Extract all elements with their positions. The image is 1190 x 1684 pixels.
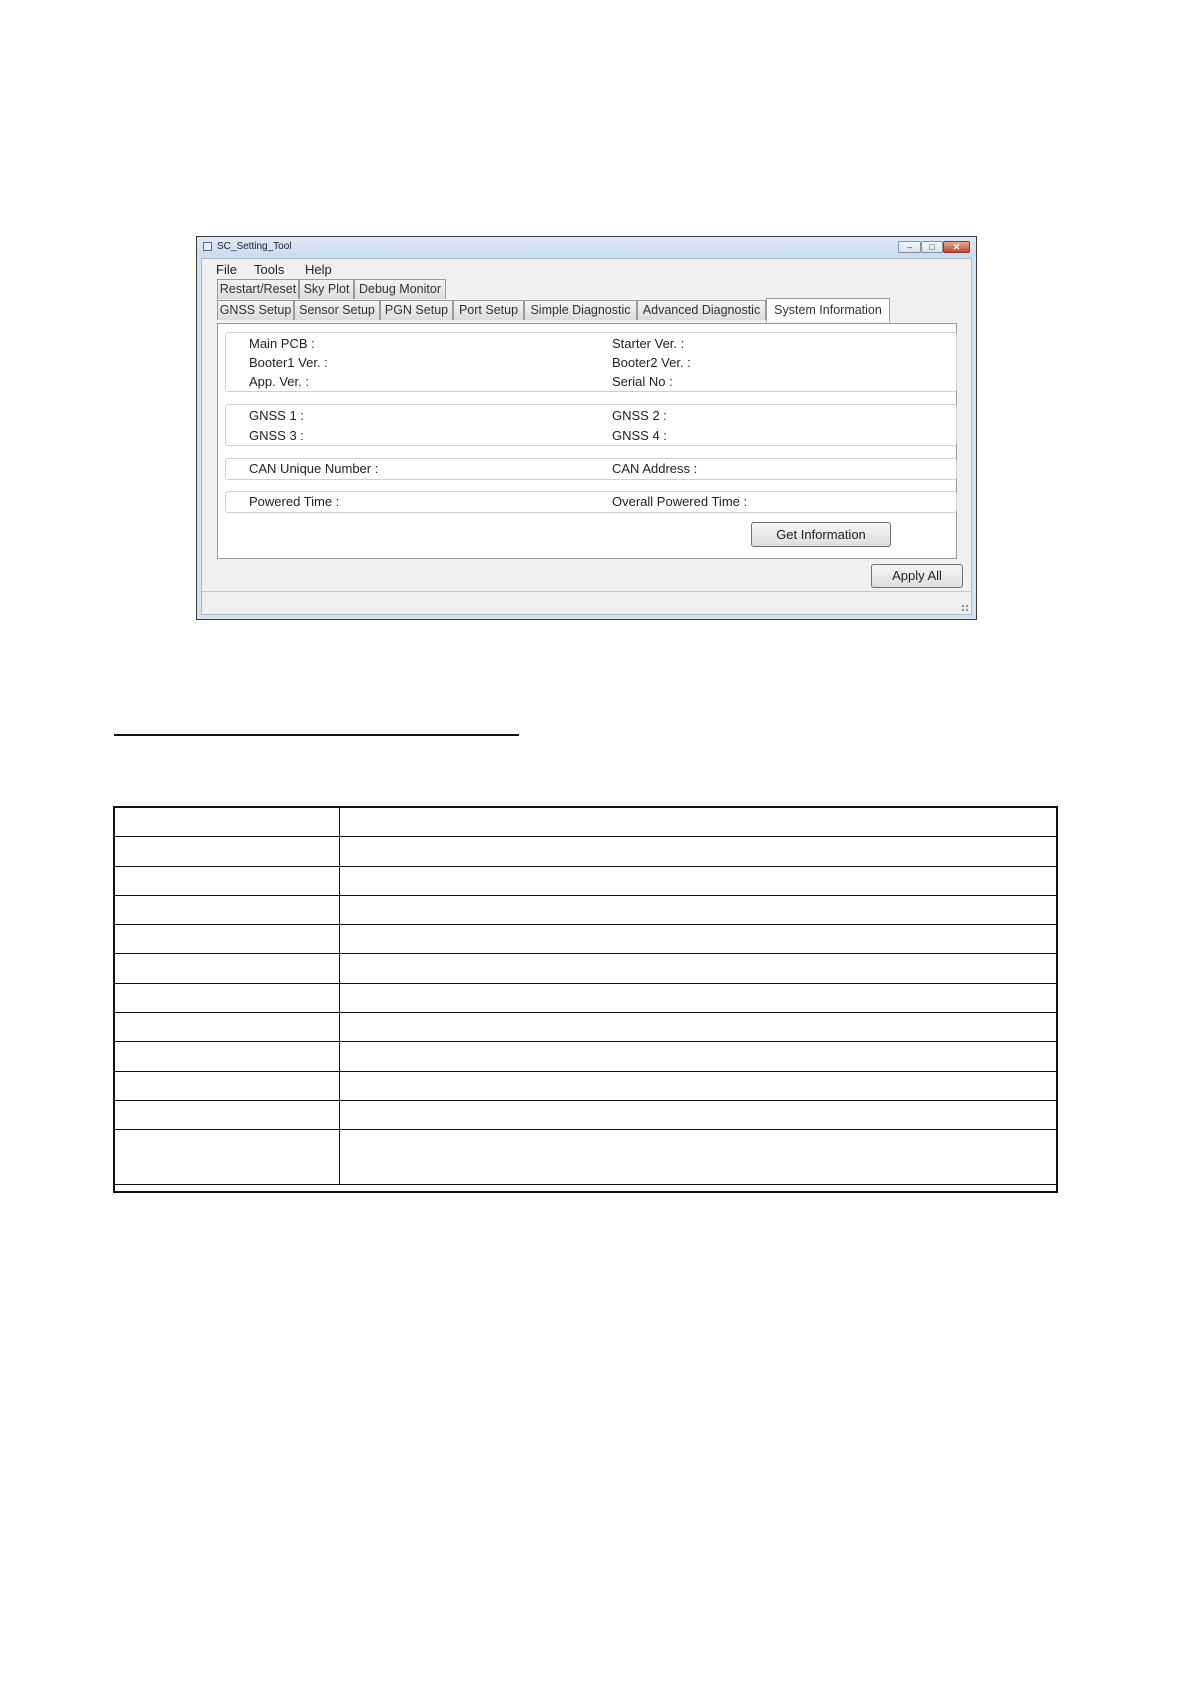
gnss2-label: GNSS 2 : — [612, 408, 667, 423]
app-ver-label: App. Ver. : — [249, 374, 309, 389]
overall-powered-time-label: Overall Powered Time : — [612, 494, 748, 509]
starter-ver-label: Starter Ver. : — [612, 336, 685, 351]
menu-tools[interactable]: Tools — [254, 262, 285, 277]
powered-time-label: Powered Time : — [249, 494, 340, 509]
serial-no-label: Serial No : — [612, 374, 673, 389]
table-cell-value — [340, 925, 1057, 954]
table-row — [115, 895, 1057, 924]
menu-help[interactable]: Help — [305, 262, 332, 277]
close-button[interactable]: ✕ — [943, 241, 970, 253]
title-bar[interactable] — [197, 237, 976, 257]
table-cell-label — [115, 1100, 340, 1129]
table-row — [115, 1071, 1057, 1100]
tab-pgn-setup[interactable]: PGN Setup — [380, 300, 453, 320]
specification-table — [114, 807, 1057, 1185]
gnss4-label: GNSS 4 : — [612, 428, 667, 443]
table-row — [115, 866, 1057, 895]
table-cell-value — [340, 837, 1057, 866]
tab-gnss-setup[interactable]: GNSS Setup — [217, 300, 294, 320]
table-row — [115, 1013, 1057, 1042]
powered-time-group — [225, 491, 957, 513]
table-cell-value — [340, 808, 1057, 837]
app-icon — [203, 242, 212, 251]
table-cell-label — [115, 1130, 340, 1185]
table-cell-label — [115, 895, 340, 924]
table-cell-value — [340, 1100, 1057, 1129]
table-row — [115, 808, 1057, 837]
tab-simple-diagnostic[interactable]: Simple Diagnostic — [524, 300, 637, 320]
table-cell-value — [340, 895, 1057, 924]
table-row — [115, 1100, 1057, 1129]
tab-debug-monitor[interactable]: Debug Monitor — [354, 279, 446, 299]
booter1-ver-label: Booter1 Ver. : — [249, 355, 328, 370]
client-area — [201, 258, 972, 615]
menu-file[interactable]: File — [216, 262, 237, 277]
table-cell-label — [115, 983, 340, 1012]
table-cell-value — [340, 866, 1057, 895]
get-information-button[interactable]: Get Information — [751, 522, 891, 547]
tab-sky-plot[interactable]: Sky Plot — [299, 279, 354, 299]
menu-bar — [202, 259, 971, 279]
table-cell-value — [340, 954, 1057, 983]
booter2-ver-label: Booter2 Ver. : — [612, 355, 691, 370]
table-row — [115, 925, 1057, 954]
table-cell-label — [115, 866, 340, 895]
tab-advanced-diagnostic[interactable]: Advanced Diagnostic — [637, 300, 766, 320]
section-heading-underline — [114, 734, 519, 736]
maximize-button[interactable]: □ — [921, 241, 943, 253]
table-cell-label — [115, 1042, 340, 1071]
table-row — [115, 1042, 1057, 1071]
table-cell-label — [115, 837, 340, 866]
gnss3-label: GNSS 3 : — [249, 428, 304, 443]
table-cell-label — [115, 925, 340, 954]
window-title: SC_Setting_Tool — [217, 241, 292, 252]
table-cell-label — [115, 808, 340, 837]
table-cell-value — [340, 1042, 1057, 1071]
table-cell-label — [115, 1071, 340, 1100]
table-cell-label — [115, 1013, 340, 1042]
tab-system-information[interactable]: System Information — [766, 298, 890, 322]
status-bar — [202, 591, 971, 614]
can-group — [225, 458, 957, 480]
app-window — [196, 236, 977, 620]
can-address-label: CAN Address : — [612, 461, 698, 476]
tab-sensor-setup[interactable]: Sensor Setup — [294, 300, 380, 320]
main-pcb-label: Main PCB : — [249, 336, 315, 351]
table-row — [115, 983, 1057, 1012]
tab-restart-reset[interactable]: Restart/Reset — [217, 279, 299, 299]
table-cell-value — [340, 1013, 1057, 1042]
apply-all-button[interactable]: Apply All — [871, 564, 963, 588]
system-information-panel — [217, 323, 957, 559]
table-cell-label — [115, 954, 340, 983]
tab-port-setup[interactable]: Port Setup — [453, 300, 524, 320]
table-row — [115, 837, 1057, 866]
minimize-button[interactable]: – — [898, 241, 921, 253]
gnss1-label: GNSS 1 : — [249, 408, 304, 423]
version-group — [225, 332, 957, 392]
table-row — [115, 954, 1057, 983]
gnss-group — [225, 404, 957, 446]
table-cell-value — [340, 1130, 1057, 1185]
resize-grip-icon[interactable] — [961, 604, 969, 612]
can-unique-number-label: CAN Unique Number : — [249, 461, 379, 476]
table-row — [115, 1130, 1057, 1185]
table-cell-value — [340, 983, 1057, 1012]
table-cell-value — [340, 1071, 1057, 1100]
